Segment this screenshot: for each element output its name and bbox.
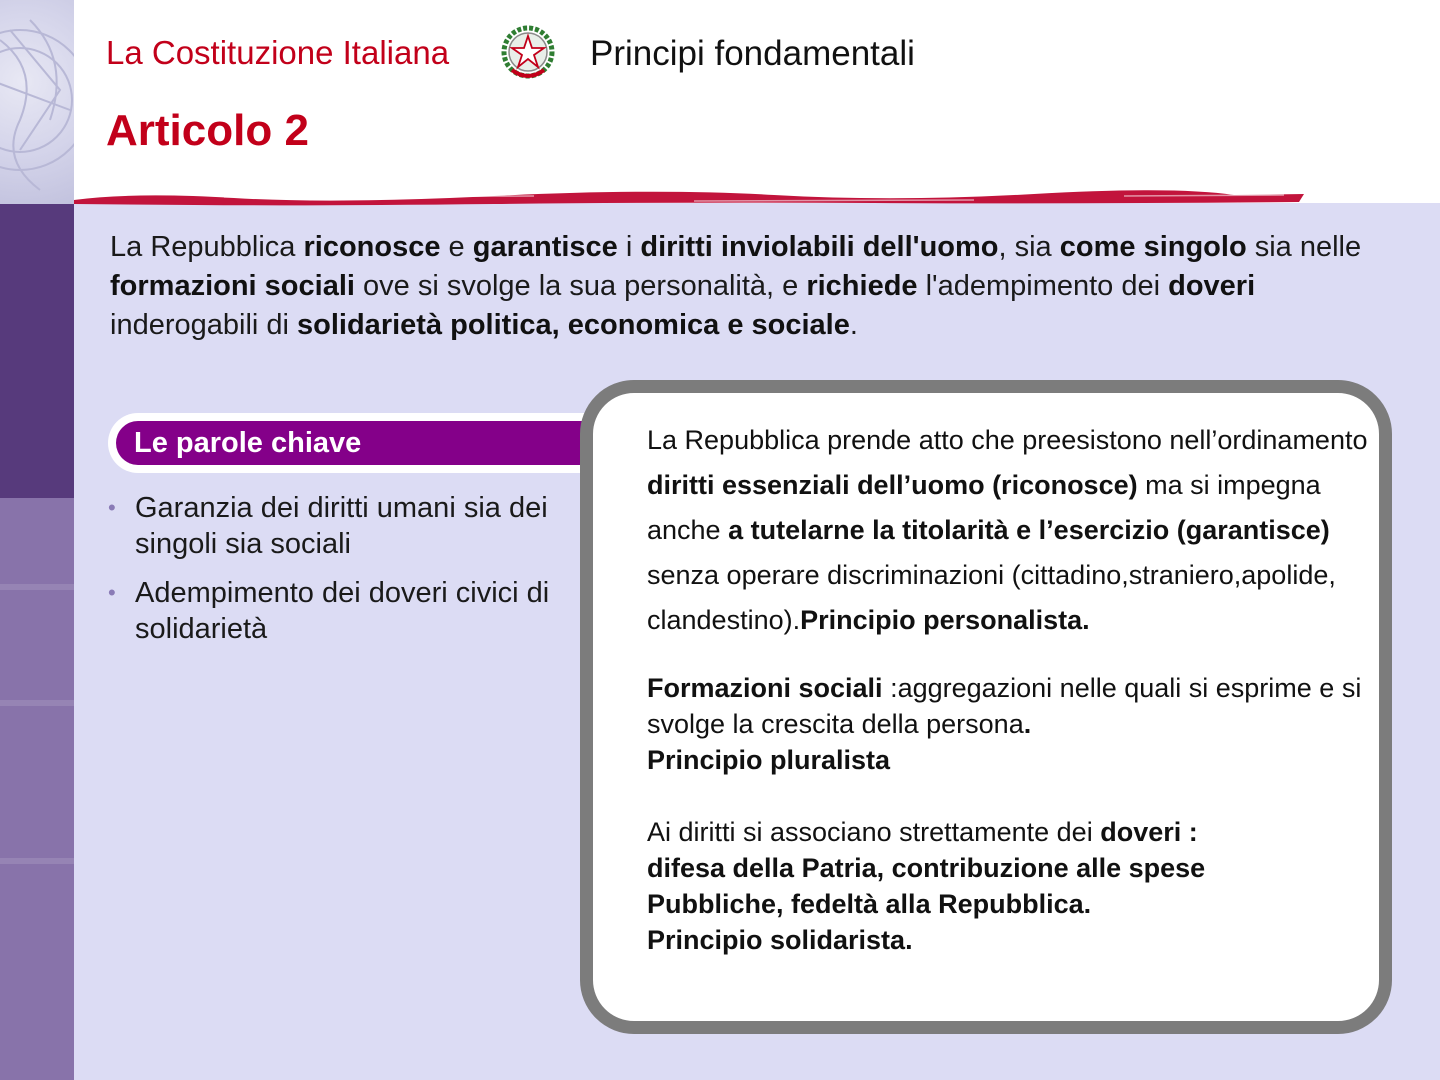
text-run: l'adempimento dei: [917, 270, 1169, 302]
article-title: Articolo 2: [106, 106, 309, 155]
bold-text: Principio pluralista: [647, 745, 891, 775]
keywords-header: [108, 413, 636, 473]
bold-text: Principio solidarista.: [647, 925, 913, 955]
list-item: [108, 490, 578, 562]
article-text: [110, 228, 1410, 345]
bold-text: riconosce: [303, 231, 441, 263]
sidebar-band: [0, 584, 74, 590]
keyword-text: Garanzia dei diritti umani sia dei singoli sia sociali: [135, 492, 548, 560]
bullet-icon: •: [108, 495, 116, 520]
text-run: sia nelle: [1246, 231, 1362, 263]
text-run: e: [440, 231, 473, 263]
sidebar-dark-block: [0, 204, 74, 498]
note-paragraph-pluralista: [647, 670, 1387, 778]
bold-text: .: [1023, 709, 1032, 739]
brush-stroke-divider: [74, 186, 1314, 212]
keyword-text: Adempimento dei doveri civici di solidarietà: [135, 577, 550, 645]
republic-emblem-icon: [500, 24, 556, 84]
left-sidebar-decoration: [0, 0, 74, 1080]
text-run: Ai diritti si associano strettamente dei: [647, 817, 1101, 847]
keywords-header-fill: [116, 421, 630, 465]
bold-text: Pubbliche, fedeltà alla Repubblica.: [647, 889, 1092, 919]
note-paragraph-personalista: [647, 418, 1387, 643]
bold-text: come singolo: [1059, 231, 1247, 263]
emblem-watermark: [0, 0, 74, 204]
text-run: La Repubblica prende atto che preesistono nell’ordinamento: [647, 425, 1368, 455]
bold-text: formazioni sociali: [110, 270, 355, 302]
header-title: La Costituzione Italiana: [106, 34, 450, 71]
bold-text: diritti inviolabili dell'uomo: [640, 231, 999, 263]
text-run: ma si impegna anche: [647, 470, 1321, 545]
bold-text: difesa della Patria, contribuzione alle spese: [647, 853, 1206, 883]
keywords-list: [108, 490, 578, 660]
bold-text: doveri :: [1100, 817, 1198, 847]
keywords-label: Le parole chiave: [134, 426, 362, 459]
bold-text: a tutelarne la titolarità e l’esercizio (garantisce): [728, 515, 1330, 545]
text-run: , sia: [998, 231, 1060, 263]
text-run: inderogabili di: [110, 309, 298, 341]
text-run: senza operare discriminazioni (cittadino,straniero,apolide, clandestino).: [647, 560, 1336, 635]
text-run: .: [849, 309, 858, 341]
slide-header: [74, 0, 1440, 203]
explanation-content: [647, 418, 1387, 958]
bold-text: richiede: [806, 270, 918, 302]
bold-text: garantisce: [472, 231, 618, 263]
sidebar-band: [0, 700, 74, 706]
text-run: :aggregazioni nelle quali si esprime e si svolge la crescita della persona: [647, 673, 1362, 739]
note-paragraph-solidarista: [647, 814, 1387, 958]
text-run: i: [617, 231, 641, 263]
bold-text: doveri: [1168, 270, 1256, 302]
bold-text: Formazioni sociali: [647, 673, 883, 703]
list-item: [108, 575, 578, 647]
bold-text: Principio personalista.: [800, 605, 1090, 635]
bold-text: diritti essenziali dell’uomo (riconosce): [647, 470, 1138, 500]
text-run: La Repubblica: [110, 231, 304, 263]
bullet-icon: •: [108, 580, 116, 605]
text-run: ove si svolge la sua personalità, e: [354, 270, 807, 302]
sidebar-band: [0, 858, 74, 864]
header-section: Principi fondamentali: [590, 34, 915, 73]
bold-text: solidarietà politica, economica e sociale: [297, 309, 850, 341]
